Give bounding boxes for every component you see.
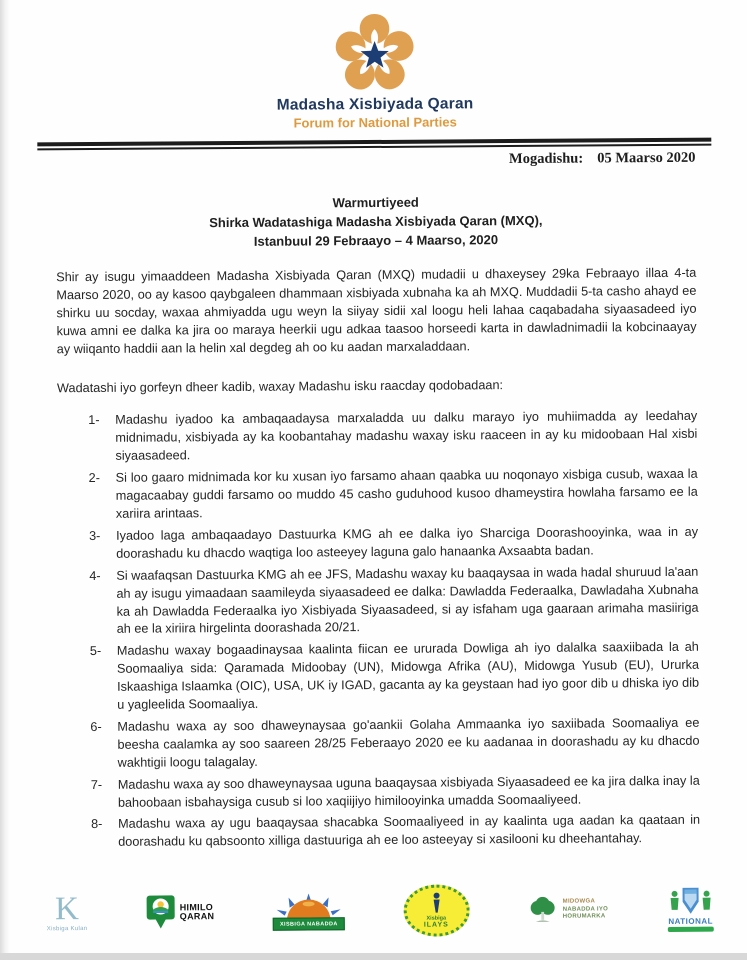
midowga-line-3: HORUMARKA	[562, 913, 606, 920]
logo-xisbiga-kulan	[46, 891, 88, 933]
document-title	[56, 191, 696, 252]
list-item	[90, 639, 699, 715]
logo-himilo-qaran	[146, 894, 215, 930]
item-number: 6-	[90, 719, 102, 734]
logo-xisbiga-nabadda	[273, 893, 345, 931]
org-name: Madasha Xisbiyada Qaran	[276, 95, 474, 114]
title-line-2: Shirka Wadatashiga Madasha Xisbiyada Qaran (MXQ),	[209, 212, 543, 231]
list-item	[90, 715, 699, 773]
intro-paragraph: Shir ay isugu yimaaddeen Madasha Xisbiyada Qaran (MXQ) mudadii u dhaxeysey 29ka Febraayo illaa 4-ta Maarso 2020, oo ay kasoo qaybgaleen dhammaan xisbiyada xubnaha ka ah MXQ. Muddadii 5-ta casho ahayd ee shirku uu socday, waxaa ahmiyadda ugu weyn la siiyay sidii xal loogu heli lahaa caqabadaha siyaasadeed iyo kuwa amni ee dalka ka jira oo maraya heerkii ugu adkaa taasoo horseedi karta in dawladnimadii la kobcinaayay ay wiiqanto haddii aan la helin xal degdeg ah oo ku aadan marxaladdaan.	[56, 265, 697, 356]
national-wordmark: NATIONAL	[668, 916, 714, 927]
himilo-line-2: QARAN	[179, 911, 215, 922]
dateline-date: 05 Maarso 2020	[597, 149, 696, 167]
item-text: Si waafaqsan Dastuurka KMG ah ee JFS, Madashu waxay ku baaqaysaa in wada hadal shuruud la'aan ah ay isugu yimaadaan saamileyda siyaasadeed ee dalka: Dawladda Federaalka, Dawladaha Xubnaha ka ah Dawladda Federaalka iyo Xisbiyada Siyaasadeed, si ay isfaham uga gaaraan arimaha masiiriga ah ee la xiriira hirgelinta doorashada 20/21.	[116, 564, 699, 637]
scan-bottom-edge	[0, 953, 747, 960]
national-green-bar	[668, 927, 714, 932]
item-number: 7-	[90, 777, 103, 792]
himilo-pin-icon	[146, 895, 176, 931]
midowga-line-1: MIDOWGA	[562, 898, 596, 905]
list-item	[89, 524, 698, 564]
himilo-line-1: HIMILO	[179, 901, 214, 913]
footer-party-logos	[46, 878, 714, 945]
torch-icon	[431, 893, 441, 915]
himilo-wordmark	[180, 903, 215, 922]
list-item	[91, 772, 700, 812]
item-text: Madashu waxa ay ugu baaqaysaa shacabka Soomaaliyeed in ay kaalinta uga aadan ka qaataan in doorashadu ku qabsoonto xilliga dastuuriga ah ee loo asteeyay si xasilooni ku dheehantahay.	[118, 813, 701, 850]
ilays-oval-icon	[403, 885, 469, 937]
list-item	[91, 812, 700, 852]
tree-icon	[528, 897, 558, 923]
item-text: Madashu waxa ay soo dhaweynaysaa go'aankii Golaha Ammaanka iyo saxiibada Soomaaliya ee beesha caalamka ay soo saareen 28/25 Feberaayo 2020 ee ku aadanaa in doorashadu ay ku dhacdo wakhtigii loogu talagalay.	[117, 715, 700, 770]
item-number: 1-	[88, 413, 100, 428]
mxq-star-logo-icon	[328, 14, 421, 95]
item-number: 4-	[89, 568, 101, 583]
ilays-caption-bottom: ILAYS	[423, 921, 449, 929]
kulan-caption: Xisbiga Kulan	[46, 926, 88, 933]
title-line-1: Warmurtiyeed	[332, 194, 419, 211]
dateline	[55, 150, 695, 171]
ilays-caption-top: Xisbiga	[426, 915, 447, 922]
double-rule-divider	[37, 138, 711, 151]
title-line-3: Istanbuul 29 Febraayo – 4 Maarso, 2020	[253, 232, 499, 249]
dateline-city: Mogadishu:	[508, 150, 584, 168]
list-item	[88, 408, 697, 466]
logo-midowga-nabadda	[528, 897, 609, 924]
item-number: 8-	[91, 817, 103, 832]
item-number: 2-	[88, 471, 100, 486]
org-tagline: Forum for National Parties	[293, 114, 457, 131]
resolution-list	[57, 408, 700, 852]
midowga-line-2: NABADDA IYO	[562, 905, 609, 913]
item-text: Madashu iyadoo ka ambaqaadaysa marxaladda uu dalku marayo iyo muhiimadda ay leedahay midnimadu, xisbiyada ay ka koobantahay madashu waxay isku raaceen in ay ku midoobaan Hal xisbi siyaasadeed.	[115, 409, 698, 464]
nabadda-banner: XISBIGA NABADDA	[273, 917, 345, 931]
item-text: Si loo gaaro midnimada kor ku xusan iyo farsamo ahaan qaabka uu noqonayo xisbiga cusub, waxaa la magacaabay guddi farsamo oo muddo 45 casho guduhood kusoo dhameystira howlaha farsamo ee la xariira arintaas.	[115, 466, 698, 521]
list-item	[89, 466, 698, 524]
org-header	[54, 12, 695, 132]
kulan-k-monogram-icon: K	[54, 891, 80, 928]
logo-national	[666, 886, 714, 932]
item-text: Madashu waxay bogaadinaysaa kaalinta fiican ee ururada Dowliga ah iyo dalalka saaxiibada la ah Soomaaliya sida: Qaramada Midoobay (UN), Midowga Afrika (AU), Midowga Yusub (EU), Ururka Iskaashiga Islaamka (OIC), USA, UK iy IGAD, gacanta ay ka geystaan had iyo goor dib u dhiska iyo dib u yagleelida Soomaaliya.	[116, 640, 700, 712]
item-number: 3-	[89, 528, 101, 543]
list-item	[89, 563, 698, 639]
item-text: Madashu waxa ay soo dhaweynaysaa uguna baaqaysaa xisbiyada Siyaasadeed ee ka jira dalka inay la bahoobaan isbahaysiga cusub si loo xaqiijiyo himilooyinka umadda Soomaaliyeed.	[117, 773, 700, 810]
national-shield-icon	[666, 886, 714, 916]
item-number: 5-	[89, 644, 102, 659]
lead-in-paragraph: Wadatashi iyo gorfeyn dheer kadib, waxay Madashu isku raacday qodobadaan:	[56, 377, 504, 395]
logo-xisbiga-ilays	[403, 885, 469, 937]
midowga-wordmark	[563, 898, 609, 921]
item-text: Iyadoo laga ambaqaadayo Dastuurka KMG ah ee dalka iyo Sharciga Doorashooyinka, waa in ay doorashadu ku dhacdo waqtiga loo asteeyey laguna galo hanaanka Axsaabta badan.	[116, 524, 699, 561]
